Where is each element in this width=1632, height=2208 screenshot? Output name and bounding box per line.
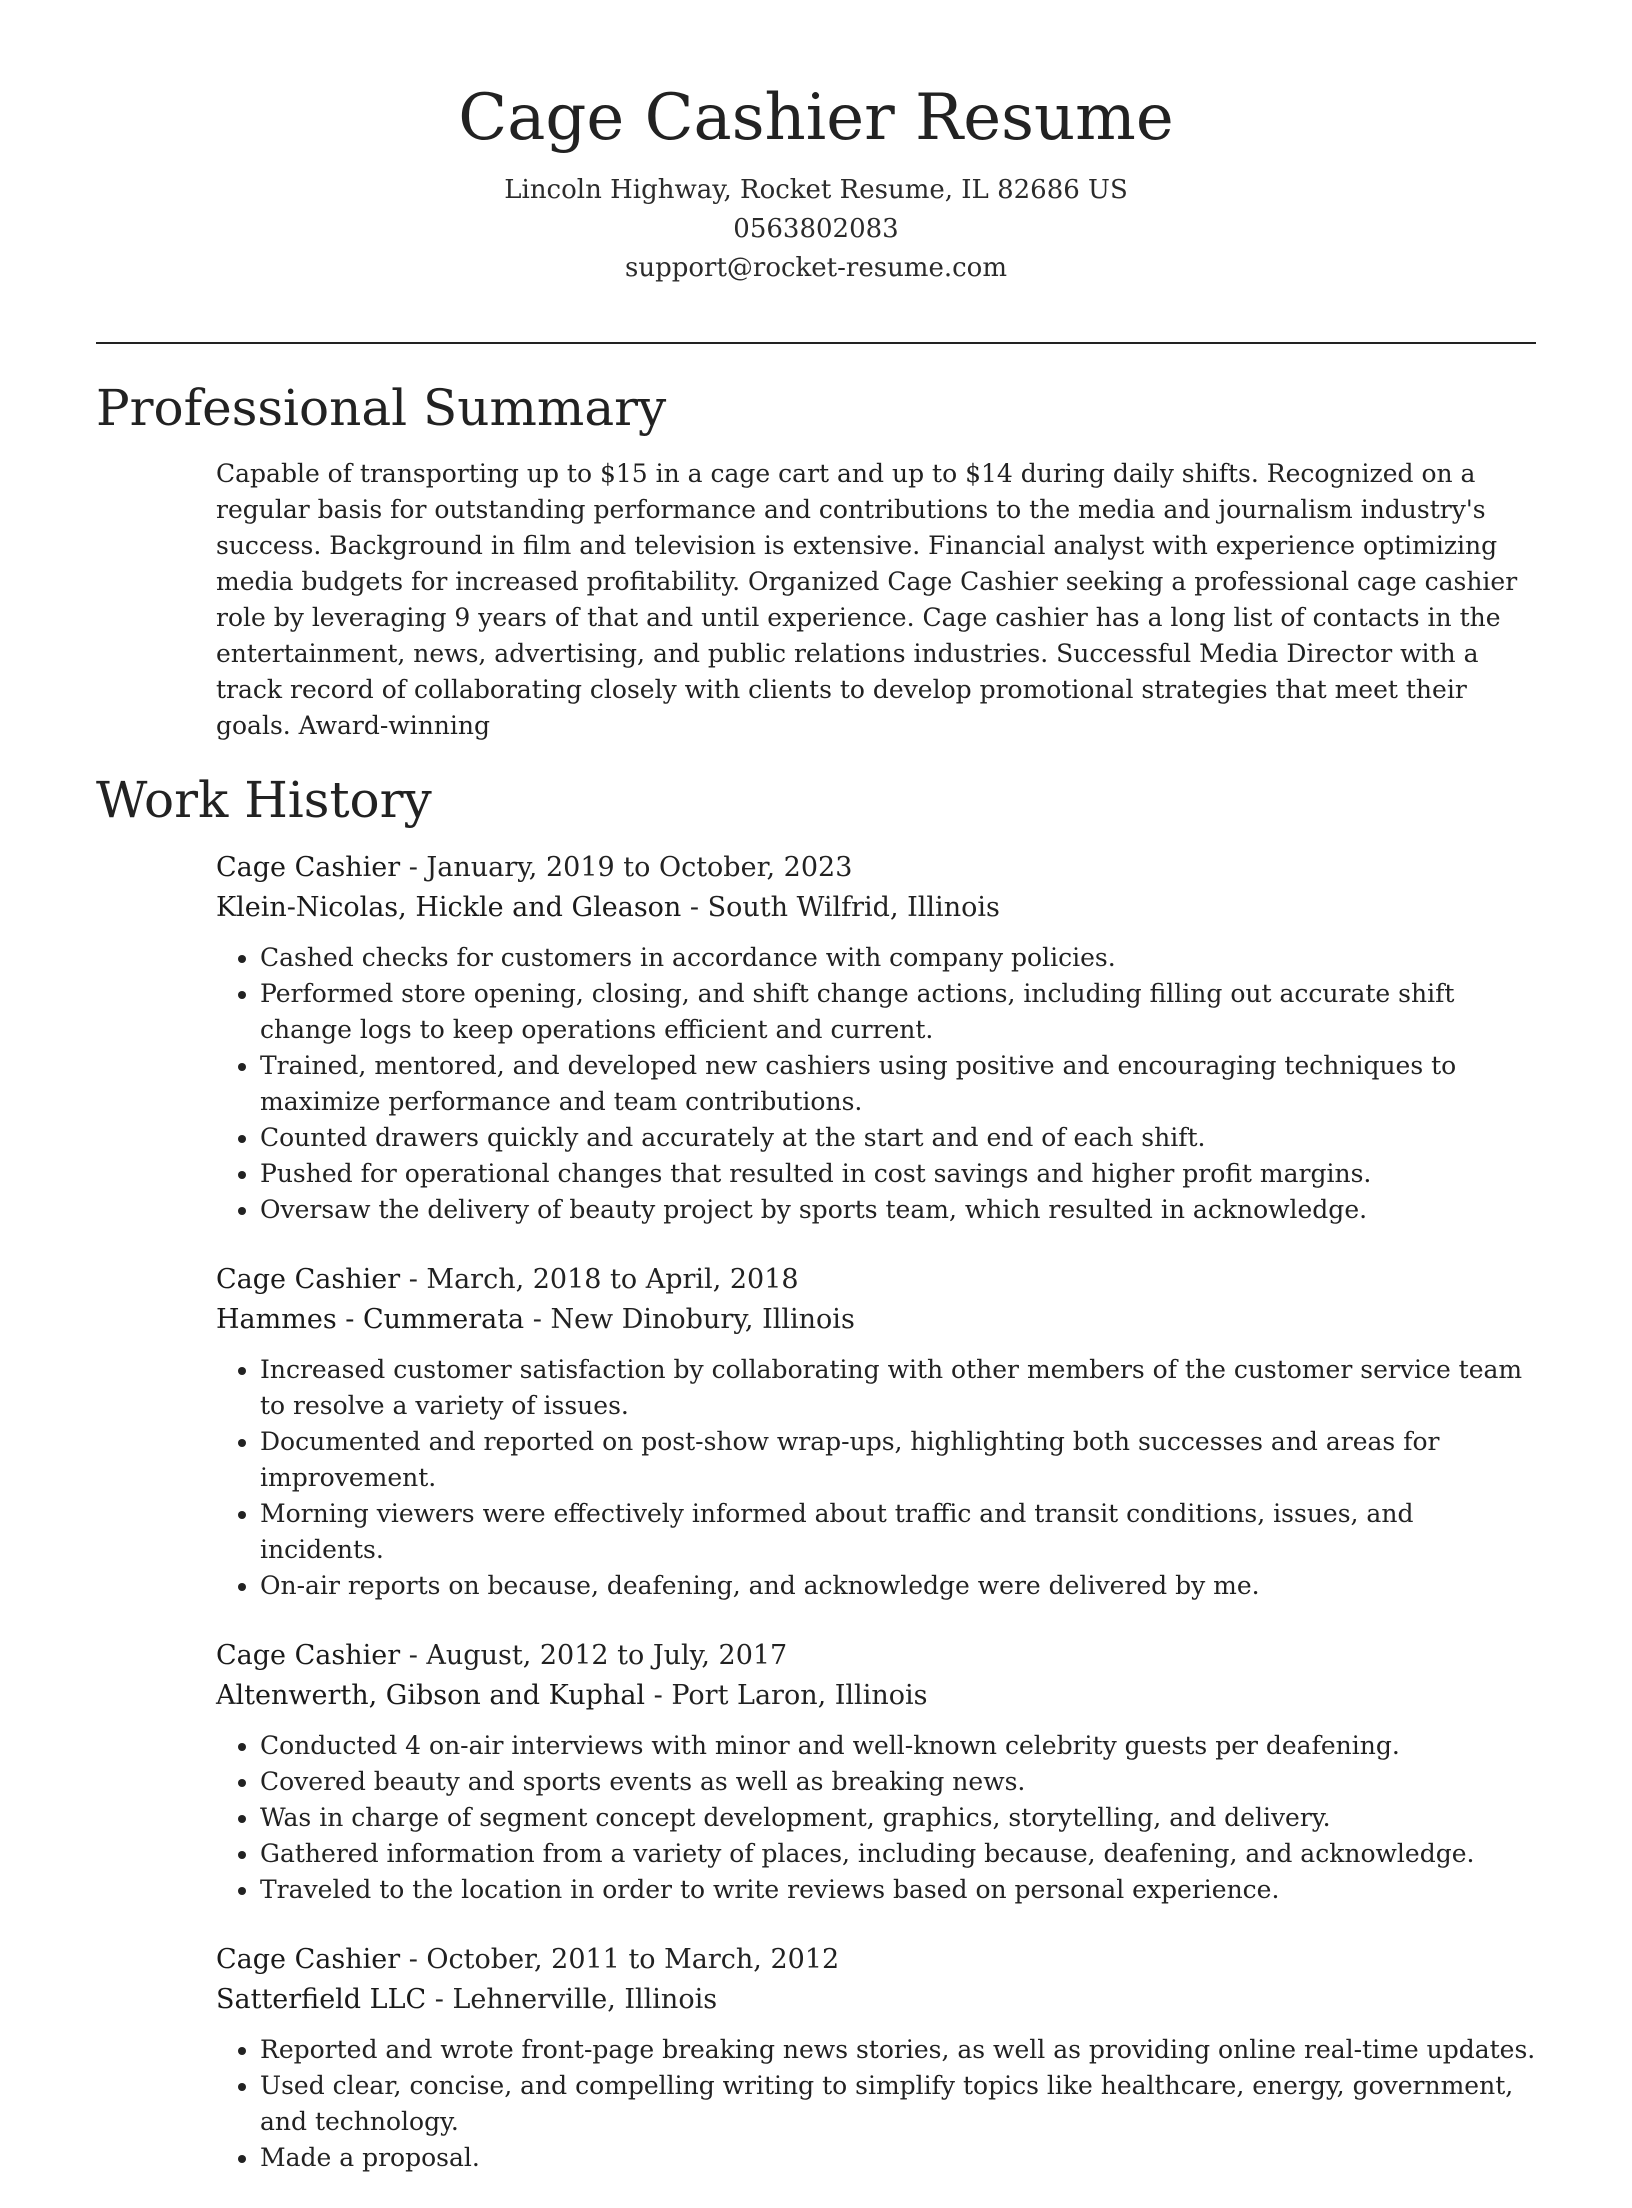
job-bullet: • Covered beauty and sports events as well as breaking news. xyxy=(260,1764,1536,1800)
job-company-line: Hammes - Cummerata - New Dinobury, Illinois xyxy=(216,1304,855,1335)
job-title-line: Cage Cashier - January, 2019 to October, 2023 xyxy=(216,852,853,883)
job-company-line: Klein-Nicolas, Hickle and Gleason - South Wilfrid, Illinois xyxy=(216,892,1000,923)
job-bullet: • Documented and reported on post-show wrap-ups, highlighting both successes and areas for improvement. xyxy=(260,1424,1536,1496)
job-company: Satterfield LLC xyxy=(216,1984,427,2015)
summary-heading: Professional Summary xyxy=(96,379,667,437)
job-bullet: • Used clear, concise, and compelling writing to simplify topics like healthcare, energy, government, and technology. xyxy=(260,2068,1536,2140)
job-bullet: • Made a proposal. xyxy=(260,2140,1536,2176)
job-dates: October, 2011 to March, 2012 xyxy=(426,1944,840,1975)
job-dates: March, 2018 to April, 2018 xyxy=(426,1264,799,1295)
job-bullets xyxy=(216,940,1536,1228)
contact-info xyxy=(0,171,1632,288)
header-divider xyxy=(96,342,1536,344)
job-company: Hammes - Cummerata xyxy=(216,1304,525,1335)
job-location: New Dinobury, Illinois xyxy=(550,1304,855,1335)
job-bullets xyxy=(216,1728,1536,1908)
resume-content xyxy=(96,378,1536,2208)
job-company-line: Satterfield LLC - Lehnerville, Illinois xyxy=(216,1984,718,2015)
job-title: Cage Cashier xyxy=(216,1264,401,1295)
job-dates: January, 2019 to October, 2023 xyxy=(426,852,853,883)
job-bullet: • Performed store opening, closing, and shift change actions, including filling out accurate shift change logs to keep operations efficient and current. xyxy=(260,976,1536,1048)
job-bullet: • Pushed for operational changes that resulted in cost savings and higher profit margins. xyxy=(260,1156,1536,1192)
job-title-line: Cage Cashier - August, 2012 to July, 2017 xyxy=(216,1640,788,1671)
job-location: Port Laron, Illinois xyxy=(671,1680,928,1711)
job-bullet: • On-air reports on because, deafening, and acknowledge were delivered by me. xyxy=(260,1568,1536,1604)
job-entry xyxy=(216,1940,1536,2176)
contact-address: Lincoln Highway, Rocket Resume, IL 82686 US xyxy=(504,174,1128,205)
job-bullet: • Reported and wrote front-page breaking news stories, as well as providing online real-time updates. xyxy=(260,2032,1536,2068)
summary-section xyxy=(96,378,1536,744)
job-title: Cage Cashier xyxy=(216,1640,401,1671)
job-title-line: Cage Cashier - March, 2018 to April, 2018 xyxy=(216,1264,799,1295)
job-title: Cage Cashier xyxy=(216,852,401,883)
job-bullet: • Traveled to the location in order to write reviews based on personal experience. xyxy=(260,1872,1536,1908)
resume-header xyxy=(0,80,1632,288)
job-company-line: Altenwerth, Gibson and Kuphal - Port Laron, Illinois xyxy=(216,1680,928,1711)
job-bullet: • Morning viewers were effectively informed about traffic and transit conditions, issues, and incidents. xyxy=(260,1496,1536,1568)
job-location: South Wilfrid, Illinois xyxy=(707,892,1000,923)
job-entry xyxy=(216,848,1536,1228)
job-bullet: • Gathered information from a variety of places, including because, deafening, and acknowledge. xyxy=(260,1836,1536,1872)
work-history-heading: Work History xyxy=(96,771,432,829)
job-bullet: • Conducted 4 on-air interviews with minor and well-known celebrity guests per deafening. xyxy=(260,1728,1536,1764)
job-bullets xyxy=(216,2032,1536,2176)
contact-email: support@rocket-resume.com xyxy=(624,252,1007,283)
job-title-line: Cage Cashier - October, 2011 to March, 2012 xyxy=(216,1944,840,1975)
job-bullet: • Was in charge of segment concept development, graphics, storytelling, and delivery. xyxy=(260,1800,1536,1836)
job-bullet: • Trained, mentored, and developed new cashiers using positive and encouraging techniques to maximize performance and team contributions. xyxy=(260,1048,1536,1120)
job-bullet: • Oversaw the delivery of beauty project by sports team, which resulted in acknowledge. xyxy=(260,1192,1536,1228)
job-company: Klein-Nicolas, Hickle and Gleason xyxy=(216,892,682,923)
resume-title: Cage Cashier Resume xyxy=(458,81,1174,155)
job-bullets xyxy=(216,1352,1536,1604)
job-entry xyxy=(216,1636,1536,1908)
job-bullet: • Counted drawers quickly and accurately at the start and end of each shift. xyxy=(260,1120,1536,1156)
contact-phone: 0563802083 xyxy=(733,213,899,244)
job-title: Cage Cashier xyxy=(216,1944,401,1975)
job-entry xyxy=(216,1260,1536,1604)
job-bullet: • Increased customer satisfaction by collaborating with other members of the customer service team to resolve a variety of issues. xyxy=(260,1352,1536,1424)
work-history-section xyxy=(96,770,1536,2176)
job-bullet: • Cashed checks for customers in accordance with company policies. xyxy=(260,940,1536,976)
summary-text: Capable of transporting up to $15 in a cage cart and up to $14 during daily shifts. Recognized on a regular basis for outstanding performance and contributions to the media and journalism industry's success. Background in film and television is extensive. Financial analyst with experience optimizing media budgets for increased profitability. Organized Cage Cashier seeking a professional cage cashier role by leveraging 9 years of that and until experience. Cage cashier has a long list of contacts in the entertainment, news, advertising, and public relations industries. Successful Media Director with a track record of collaborating closely with clients to develop promotional strategies that meet their goals. Award-winning xyxy=(216,459,1518,740)
job-dates: August, 2012 to July, 2017 xyxy=(426,1640,788,1671)
job-location: Lehnerville, Illinois xyxy=(452,1984,718,2015)
job-company: Altenwerth, Gibson and Kuphal xyxy=(216,1680,646,1711)
